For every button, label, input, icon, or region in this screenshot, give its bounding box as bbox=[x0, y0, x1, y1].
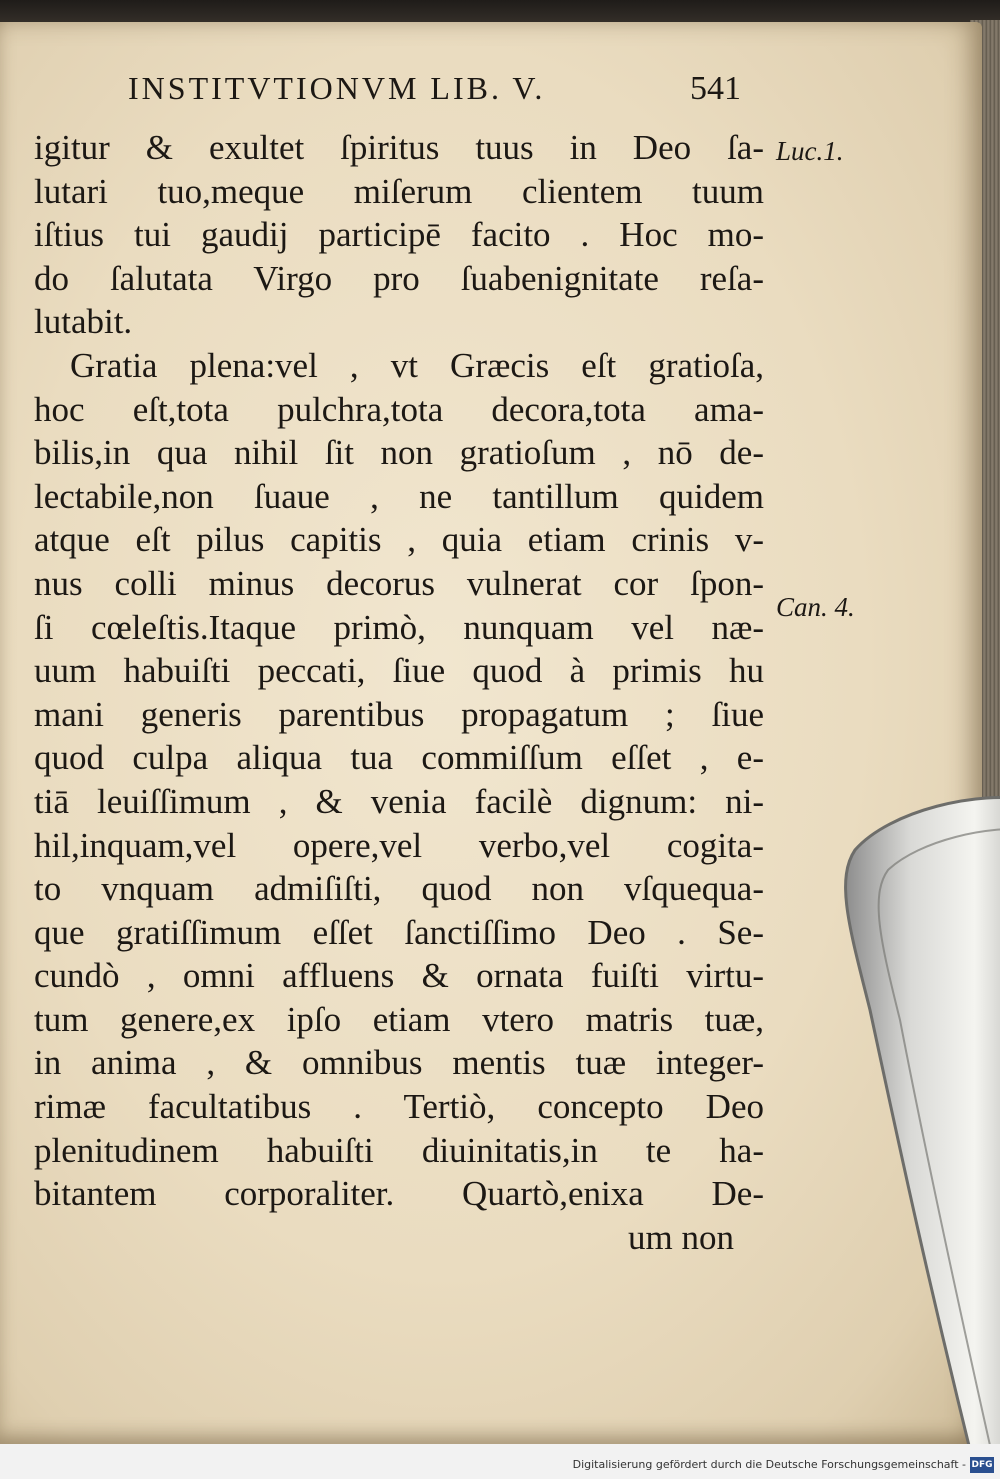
funding-credit: Digitalisierung gefördert durch die Deutsche Forschungsgemeinschaft - bbox=[572, 1458, 966, 1471]
catchword-line: um non bbox=[628, 1217, 734, 1257]
text-line-25: bitantem corporaliter. Quartò,enixa De- bbox=[34, 1174, 764, 1214]
text-line-9: lectabile,non ſuaue , ne tantillum quidem bbox=[34, 476, 764, 516]
margin-note-luke: Luc.1. bbox=[776, 136, 844, 166]
page-number: 541 bbox=[690, 70, 741, 107]
text-line-22: in anima , & omnibus mentis tuæ integer- bbox=[34, 1043, 764, 1083]
digitization-footer bbox=[0, 1444, 1000, 1479]
text-line-5: lutabit. bbox=[34, 302, 133, 342]
text-line-13: uum habuiſti peccati, ſiue quod à primis hu bbox=[34, 651, 764, 691]
text-line-12: ſi cœleſtis.Itaque primò, nunquam vel næ- bbox=[34, 607, 764, 647]
text-line-11: nus colli minus decorus vulnerat cor ſpon- bbox=[34, 563, 764, 603]
text-line-4: do ſalutata Virgo pro ſuabenignitate reſa- bbox=[34, 258, 764, 298]
text-line-24: plenitudinem habuiſti diuinitatis,in te ha- bbox=[34, 1130, 764, 1170]
text-line-16: tiā leuiſſimum , & venia facilè dignum: ni- bbox=[34, 781, 764, 821]
dfg-logo: DFG bbox=[970, 1457, 994, 1473]
text-line-21: tum genere,ex ipſo etiam vtero matris tuæ, bbox=[34, 999, 764, 1039]
running-head: INSTITVTIONVM LIB. V. bbox=[128, 70, 546, 106]
text-line-18: to vnquam admiſiſti, quod non vſquequa- bbox=[34, 869, 764, 909]
text-line-2: lutari tuo,meque miſerum clientem tuum bbox=[34, 171, 764, 211]
text-line-15: quod culpa aliqua tua commiſſum eſſet , e- bbox=[34, 738, 764, 778]
text-line-7: hoc eſt,tota pulchra,tota decora,tota ama- bbox=[34, 389, 764, 429]
text-line-19: que gratiſſimum eſſet ſanctiſſimo Deo . Se- bbox=[34, 912, 764, 952]
text-line-17: hil,inquam,vel opere,vel verbo,vel cogita- bbox=[34, 825, 764, 865]
page-holder-clamp-icon bbox=[830, 770, 1000, 1479]
text-line-1: igitur & exultet ſpiritus tuus in Deo ſa- bbox=[34, 128, 764, 167]
text-line-10: atque eſt pilus capitis , quia etiam crinis v- bbox=[34, 520, 764, 560]
text-line-6: Gratia plena:vel , vt Græcis eſt gratioſa, bbox=[70, 345, 764, 385]
text-line-20: cundò , omni affluens & ornata fuiſti virtu- bbox=[34, 956, 764, 996]
body-text bbox=[34, 126, 764, 1259]
text-line-8: bilis,in qua nihil ſit non gratioſum , nō de- bbox=[34, 433, 764, 473]
text-line-14: mani generis parentibus propagatum ; ſiue bbox=[34, 694, 764, 734]
text-line-23: rimæ facultatibus . Tertiò, concepto Deo bbox=[34, 1087, 764, 1127]
text-line-3: iſtius tui gaudij participē facito . Hoc mo- bbox=[34, 215, 764, 255]
margin-note-canticles: Can. 4. bbox=[776, 592, 855, 622]
